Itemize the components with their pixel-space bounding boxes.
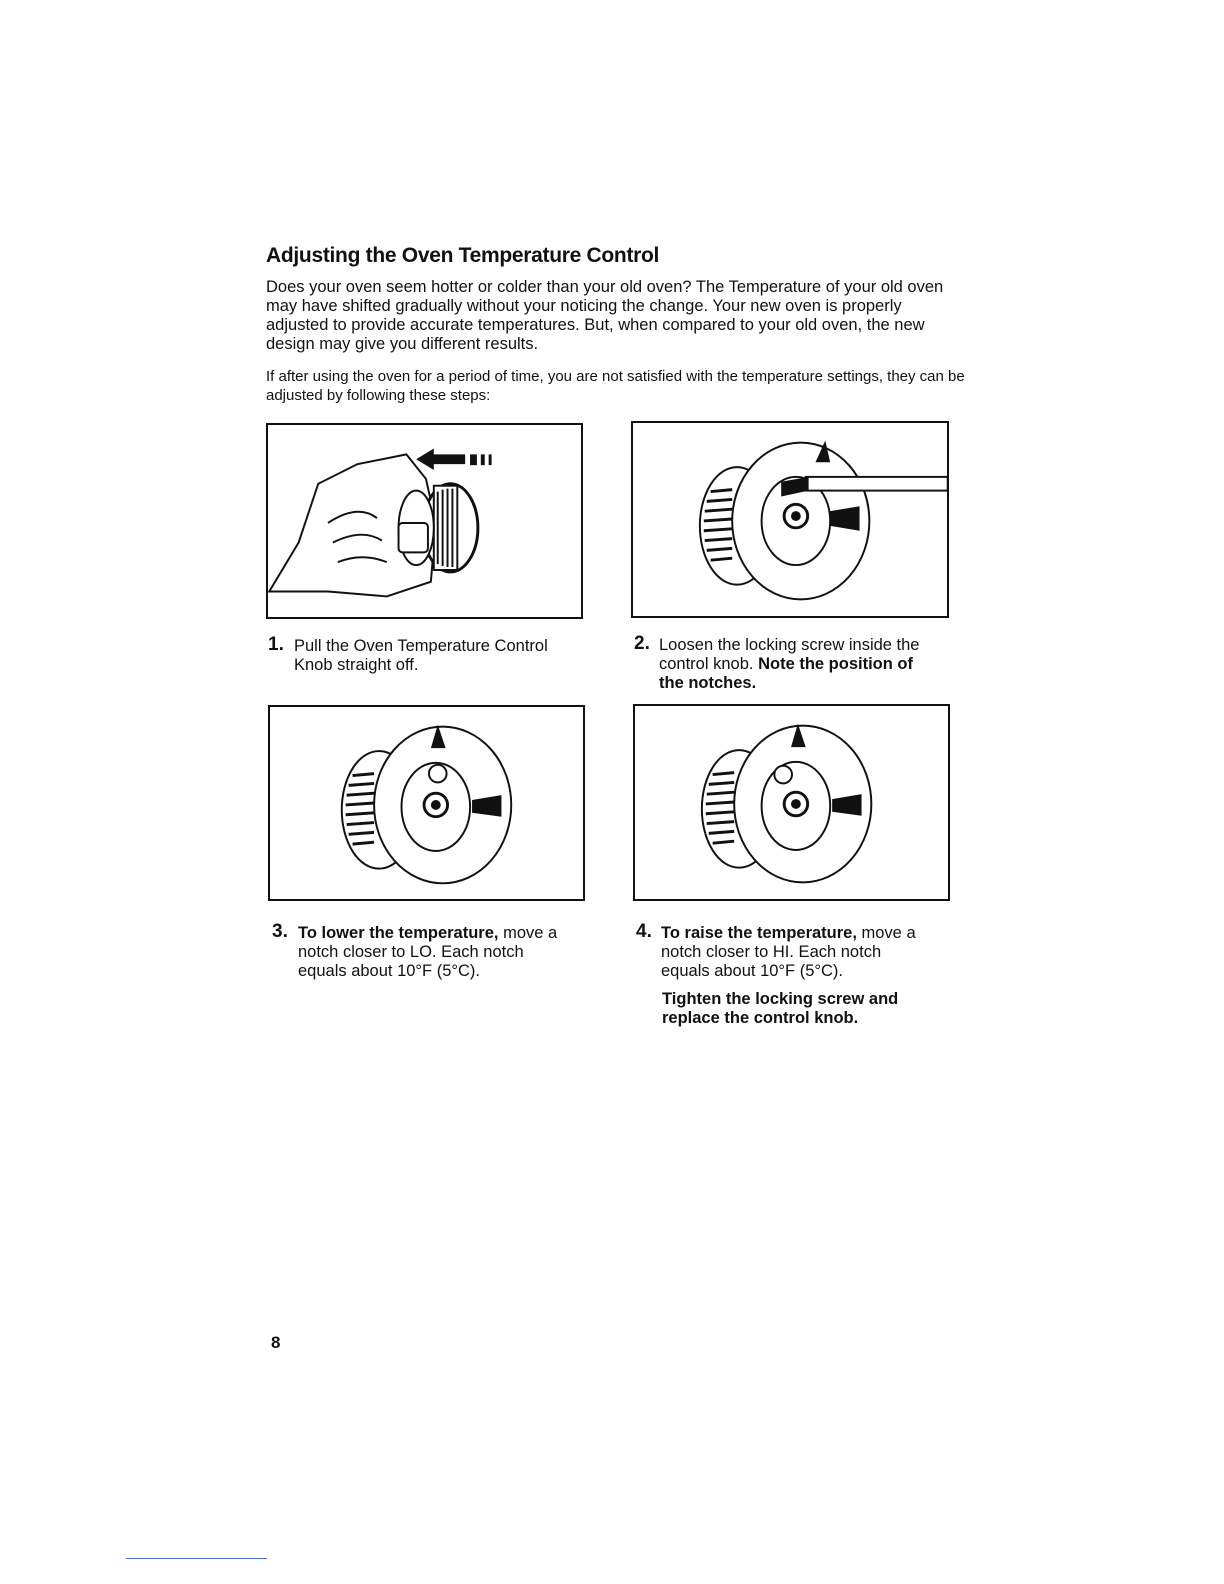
step-number: 2. <box>634 633 650 654</box>
step-number: 4. <box>636 921 652 942</box>
figure-lower-temperature <box>268 705 585 901</box>
figure-raise-temperature <box>633 704 950 901</box>
figure-loosen-screw <box>631 421 949 618</box>
page-title: Adjusting the Oven Temperature Control <box>266 244 660 267</box>
step-bold-lead: To lower the temperature, <box>298 924 499 942</box>
step-text <box>661 924 931 981</box>
step-body: move a notch closer to HI. Each notch equals about 10°F (5°C). <box>661 924 916 980</box>
figure-pull-knob <box>266 423 583 619</box>
step-text <box>659 636 929 693</box>
step-body: Loosen the locking screw inside the control knob. <box>659 636 920 673</box>
screwdriver-knob-illustration <box>633 423 947 616</box>
step-note: Tighten the locking screw and replace the control knob. <box>662 990 899 1027</box>
intro-paragraph: If after using the oven for a period of time, you are not satisfied with the temperature settings, they can be adjusted by following these steps: <box>266 368 965 404</box>
knob-notch-raise-illustration <box>635 706 948 899</box>
step-text: Pull the Oven Temperature Control Knob straight off. <box>294 637 548 674</box>
footer-divider <box>126 1558 267 1559</box>
step-bold-lead: To raise the temperature, <box>661 924 857 942</box>
step-text <box>298 924 568 981</box>
step-number: 1. <box>268 634 284 655</box>
step-number: 3. <box>272 921 288 942</box>
intro-paragraph: Does your oven seem hotter or colder than your old oven? The Temperature of your old oven may have shifted gradually without your noticing the change. Your new oven is properly adjusted to provide accurate temperatures. But, when compared to your old oven, the new design may give you different results. <box>266 278 944 353</box>
step-bold-note: Note the position of the notches. <box>659 655 913 692</box>
knob-notch-lower-illustration <box>270 707 583 899</box>
step-body: move a notch closer to LO. Each notch equals about 10°F (5°C). <box>298 924 558 980</box>
hand-pulling-knob-illustration <box>268 425 581 617</box>
page-number: 8 <box>271 1333 281 1352</box>
